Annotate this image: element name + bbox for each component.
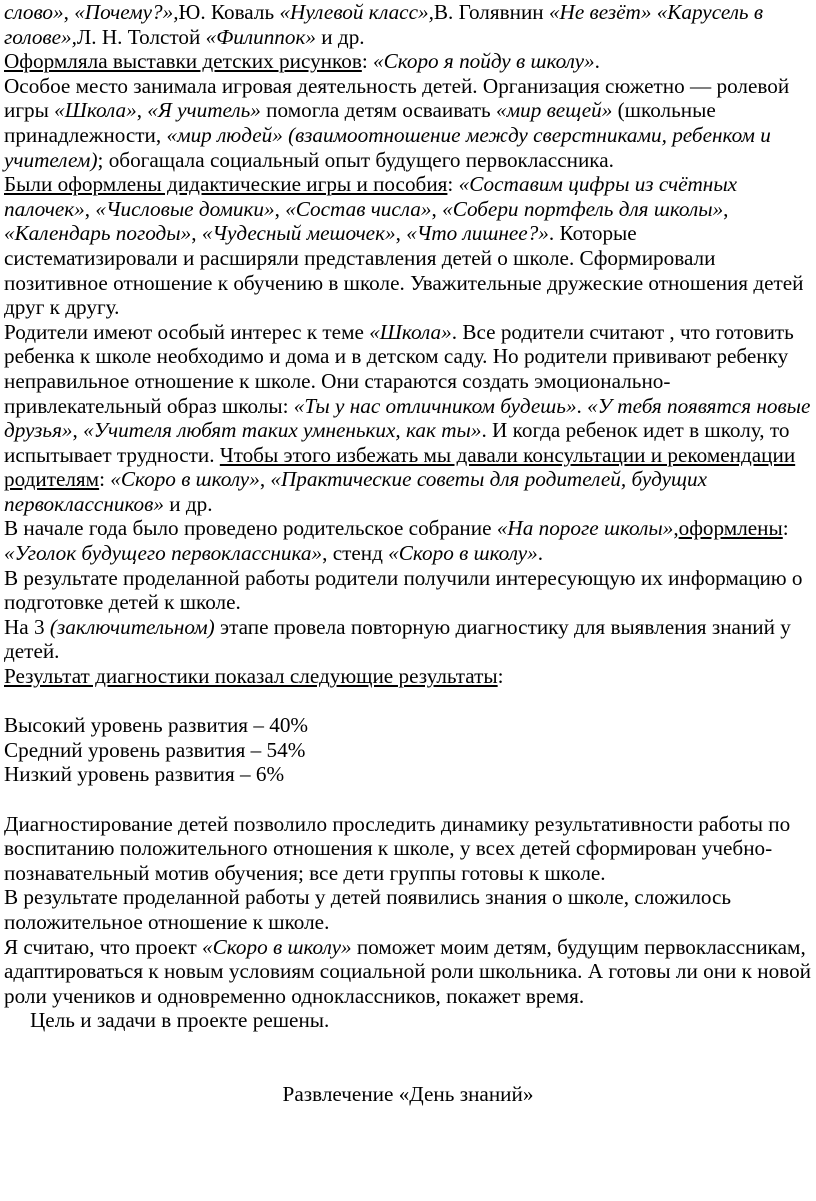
document-page [4, 0, 812, 1106]
text-run: «Ты у нас отличником будешь» [293, 393, 577, 418]
text-run: Я считаю, что проект [4, 934, 203, 959]
text-run: «На пороге школы» [496, 516, 674, 541]
text-run: : [782, 516, 789, 541]
paragraph-didactic-games [4, 172, 812, 320]
text-run: «Скоро в школу» [202, 934, 352, 959]
result-low: Низкий уровень развития – 6% [4, 762, 285, 787]
text-run: В. Голявнин [433, 0, 549, 24]
text-run: «Скоро в школу» [388, 541, 538, 566]
text-run: Родители имеют особый интерес к теме [4, 319, 370, 344]
text-run: «Не везёт» «Карусель в голове», [4, 0, 764, 49]
text-run: «Собери портфель для школы» [442, 196, 724, 221]
text-run: , [673, 516, 679, 541]
text-run: : [447, 172, 459, 197]
paragraph-conclusion [4, 935, 812, 1009]
blank-line [4, 787, 812, 812]
text-run: На 3 [4, 614, 50, 639]
text-run: слово» [4, 0, 64, 24]
text-run: «Состав числа» [285, 196, 432, 221]
text-run: , [72, 418, 84, 443]
paragraph-parents [4, 320, 812, 517]
text-run: «Чудесный мешочек» [201, 221, 396, 246]
text-run: «Я учитель» [147, 98, 261, 123]
paragraph-diagnosis: Диагностирование детей позволило проследить динамику результативности работы по воспитанию положительного отношения к школе, у всех детей сформирован учебно-познавательный мотив обучения; все дети группы готовы к школе. [4, 811, 791, 885]
text-run: Ю. Коваль [178, 0, 280, 24]
text-run: помогла детям осваивать [260, 98, 496, 123]
paragraph-literature [4, 0, 812, 49]
paragraph-diagnostic-heading [4, 664, 812, 689]
text-run: «Уголок будущего первоклассника» [4, 541, 323, 566]
text-run: «Учителя любят таких умненьких, как ты» [83, 418, 482, 443]
text-run: «Скоро я пойду в школу» [373, 49, 595, 74]
result-medium: Средний уровень развития – 54% [4, 737, 306, 762]
text-run: «Школа» [369, 319, 452, 344]
text-run: , [63, 0, 75, 24]
text-run: В начале года было проведено родительское собрание [4, 516, 497, 541]
underlined-run: Результат диагностики показал следующие результаты [4, 664, 498, 689]
text-run: «Филиппок» [205, 24, 316, 49]
text-run: , стенд [322, 541, 389, 566]
text-run: : [99, 467, 111, 492]
text-run: . Которые систематизировали и расширяли представления детей о школе. Сформировали позитивное отношение к обучению в школе. Уважительные дружеские отношения детей друг к другу. [4, 221, 804, 320]
blank-line [4, 689, 812, 714]
text-run: Л. Н. Толстой [76, 24, 206, 49]
paragraph-role-play [4, 74, 812, 172]
paragraph-goals-solved: Цель и задачи в проекте решены. [30, 1008, 330, 1033]
text-run: , [274, 196, 286, 221]
text-run: , [259, 467, 271, 492]
text-run: : [497, 664, 504, 689]
text-run: , [136, 98, 148, 123]
text-run: «Практические советы для родителей, будущих первоклассников» [4, 467, 708, 516]
text-run: ; обогащала социальный опыт будущего первоклассника. [97, 147, 614, 172]
underlined-run: Были оформлены дидактические игры и пособия [4, 172, 448, 197]
text-run: , [84, 196, 96, 221]
text-run: : [361, 49, 374, 74]
text-run: , [431, 196, 443, 221]
text-run: . [576, 393, 588, 418]
text-run: этапе провела повторную диагностику для выявления знаний у детей. [4, 614, 791, 664]
text-run: «Календарь погоды» [4, 221, 192, 246]
text-run: (заключительном) [49, 614, 215, 639]
blank-line [4, 1033, 812, 1058]
text-run: «У тебя появятся новые друзья» [4, 393, 811, 443]
text-run: , [395, 221, 407, 246]
text-run: поможет моим детям, будущим первоклассникам, адаптироваться к новым условиям социальной роли школьника. А готовы ли они к новой роли учеников и одновременно одноклассников, покажет время. [4, 934, 811, 1008]
text-run: . [594, 49, 600, 74]
text-run: . Все родители считают , что готовить ребенка к школе необходимо и дома и в детском саду. Но родители прививают ребенку неправильное отношение к школе. Они стараются создать эмоционально-привлекательный образ школы: [4, 319, 794, 418]
text-run: и др. [163, 491, 213, 516]
text-run: «Числовые домики» [95, 196, 275, 221]
text-run: «мир вещей» [496, 98, 613, 123]
text-run: , [723, 196, 729, 221]
text-run: , [191, 221, 202, 246]
paragraph-exhibition [4, 49, 812, 74]
text-run: . И когда ребенок идет в школу, то испытывает трудности. [4, 418, 790, 467]
text-run: «Скоро в школу» [110, 467, 260, 492]
text-run: «Что лишнее?» [406, 221, 549, 246]
text-run: «Нулевой класс», [279, 0, 434, 24]
text-run: «Почему?», [74, 0, 179, 24]
section-heading: Развлечение «День знаний» [282, 1081, 534, 1106]
underlined-run: Чтобы этого избежать мы давали консультации и рекомендации родителям [4, 442, 796, 492]
blank-line [4, 1058, 812, 1082]
paragraph-children-result: В результате проделанной работы у детей появились знания о школе, сложилось положительное отношение к школе. [4, 885, 732, 934]
text-run: (школьные принадлежности, [4, 98, 716, 147]
text-run: «Школа» [54, 98, 137, 123]
text-run: «мир людей» (взаимоотношение между сверстниками, ребенком и учителем) [4, 122, 771, 172]
result-high: Высокий уровень развития – 40% [4, 713, 309, 738]
paragraph-parents-result: В результате проделанной работы родители получили интересующую их информацию о подготовке детей к школе. [4, 565, 803, 615]
text-run: Особое место занимала игровая деятельность детей. Организация сюжетно — ролевой игры [4, 73, 790, 123]
text-run: и др. [316, 24, 365, 49]
paragraph-final-stage [4, 615, 812, 664]
underlined-run: Оформляла выставки детских рисунков [4, 49, 362, 74]
paragraph-parent-meeting [4, 516, 812, 565]
underlined-run: оформлены [678, 516, 783, 541]
text-run: . [537, 541, 543, 566]
text-run: «Составим цифры из счётных палочек» [4, 172, 738, 221]
